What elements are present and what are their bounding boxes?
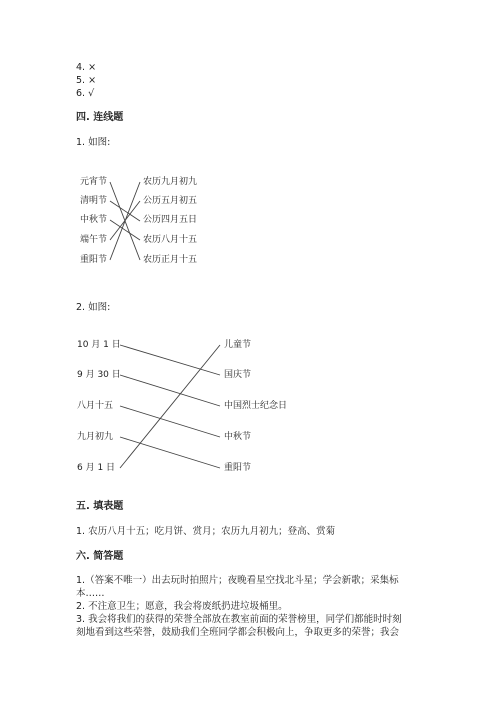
q1-right-2: 公历五月初五 — [143, 196, 198, 206]
q1-left-1: 元宵节 — [80, 177, 108, 187]
section4-title: 四. 连线题 — [76, 112, 124, 123]
q2-right-3: 中国烈士纪念日 — [224, 401, 288, 411]
section6-answer-3-line2: 刻地看到这些荣誉，鼓励我们全班同学都会积极向上，争取更多的荣誉；我会 — [76, 627, 400, 638]
section5-answer-1: 1. 农历八月十五；吃月饼、赏月；农历九月初九；登高、赏菊 — [76, 526, 336, 537]
section6-title: 六. 简答题 — [76, 551, 124, 562]
q2-label: 2. 如图: — [76, 302, 111, 313]
section6-answer-2: 2. 不注意卫生；愿意，我会将废纸扔进垃圾桶里。 — [76, 601, 288, 612]
q2-line-5 — [120, 345, 220, 468]
q2-right-2: 国庆节 — [224, 370, 252, 380]
answer-4: 4. × — [76, 62, 97, 73]
section6-answer-1-line2: 本…… — [76, 588, 105, 599]
q1-left-5: 重阳节 — [80, 255, 108, 265]
section5-title: 五. 填表题 — [76, 501, 124, 512]
q2-line-4 — [120, 437, 220, 468]
q2-left-4: 九月初九 — [77, 432, 114, 442]
q2-right-1: 儿童节 — [224, 340, 252, 350]
q1-label: 1. 如图: — [76, 137, 111, 148]
q1-right-4: 农历八月十五 — [143, 235, 198, 245]
q1-right-3: 公历四月五日 — [143, 215, 198, 225]
q1-line-3 — [110, 220, 140, 240]
q1-left-4: 端午节 — [80, 235, 108, 245]
q1-right-5: 农历正月十五 — [143, 255, 198, 265]
q2-left-2: 9 月 30 日 — [77, 370, 121, 380]
q1-line-2 — [110, 201, 140, 221]
q2-line-2 — [120, 375, 220, 406]
q1-left-2: 清明节 — [80, 196, 108, 206]
q2-right-5: 重阳节 — [224, 463, 252, 473]
q2-left-1: 10 月 1 日 — [77, 340, 121, 350]
q2-left-3: 八月十五 — [77, 401, 114, 411]
section6-answer-3-line1: 3. 我会将我们的获得的荣誉全部放在教室前面的荣誉榜里，同学们都能时时刻 — [76, 614, 402, 625]
q2-line-1 — [120, 345, 220, 375]
answer-6: 6. √ — [76, 88, 95, 99]
q2-line-3 — [120, 406, 220, 437]
q2-left-5: 6 月 1 日 — [77, 463, 116, 473]
section6-answer-1-line1: 1.（答案不唯一）出去玩时拍照片；夜晚看星空找北斗星；学会新歌；采集标 — [76, 575, 399, 586]
q2-right-4: 中秋节 — [224, 432, 252, 442]
q1-left-3: 中秋节 — [80, 215, 108, 225]
answer-5: 5. × — [76, 75, 97, 86]
q1-right-1: 农历九月初九 — [143, 177, 198, 187]
